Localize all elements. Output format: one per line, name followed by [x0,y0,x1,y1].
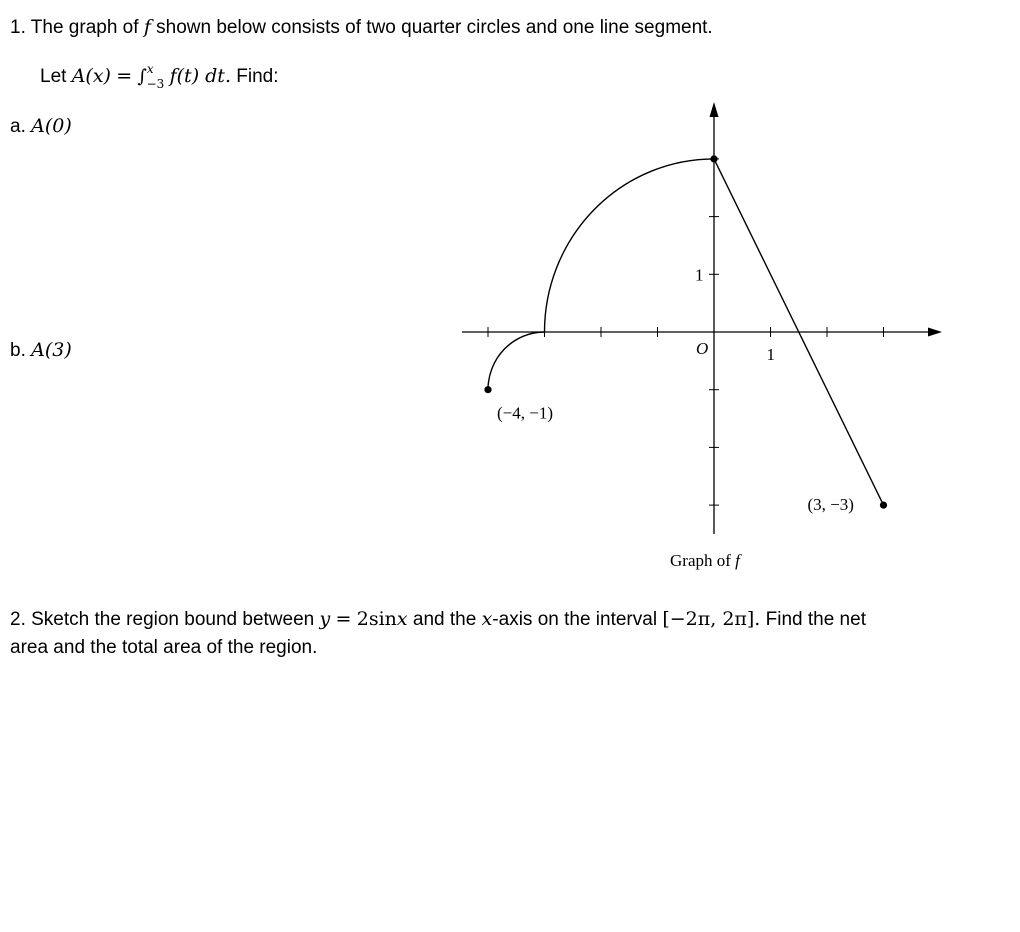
upper-limit: x [146,62,154,76]
problem-2-text-c: -axis on the interval [492,609,658,630]
p2-equals: = [335,608,352,630]
x-tick-label: 1 [766,345,775,364]
origin-label: O [696,339,709,358]
part-b-expression: A(3) [31,339,72,361]
problem-1-statement [10,15,713,40]
lower-limit: −3 [146,77,165,91]
A-of-x: A(x) [71,65,111,87]
graph-of-f [460,96,946,576]
part-b [10,338,72,363]
integral-sign: ∫ [137,66,147,87]
point-0 [484,386,491,393]
var-x: x [396,608,408,630]
problem-2-text-a: 2. Sketch the region bound between [10,609,315,630]
problem-1-intro-tail: shown below consists of two quarter circles and one line segment. [156,17,713,38]
point-1 [710,155,717,162]
var-y: y [319,608,331,630]
chart-title [670,551,742,570]
chart-title-f: f [735,551,740,570]
let-word: Let [40,66,67,87]
part-a-expression: A(0) [31,115,72,137]
find-word: Find: [236,66,279,87]
axes [462,102,942,534]
point-label-3-neg3: (3, −3) [807,495,854,515]
function-symbol: f [143,16,151,38]
y-tick-label: 1 [695,265,704,285]
point-2 [880,502,887,509]
part-b-label: b. [10,340,26,361]
problem-2-line-2: area and the total area of the region. [10,637,318,658]
problem-1-intro: 1. The graph of [10,17,139,38]
part-a-label: a. [10,116,26,137]
definition-line [40,64,279,90]
interval: [−2π, 2π]. [662,608,761,630]
segment-quarter-circle-1 [545,159,715,332]
problem-2-text-d: Find the net [765,609,866,630]
problem-2-line-1 [10,607,866,632]
chart-title-text: Graph of [670,551,736,570]
part-a [10,114,72,139]
segment-quarter-circle-0 [488,332,545,390]
y-axis-arrow [710,102,719,117]
equals-sign: = [116,65,133,87]
integrand: f(t) dt. [169,65,231,87]
sin-expression: 2sin [356,608,397,630]
problem-2-text-b: and the [412,609,477,630]
x-axis-arrow [928,328,942,337]
point-label-neg4-neg1: (−4, −1) [497,403,553,423]
var-x-axis: x [481,608,493,630]
